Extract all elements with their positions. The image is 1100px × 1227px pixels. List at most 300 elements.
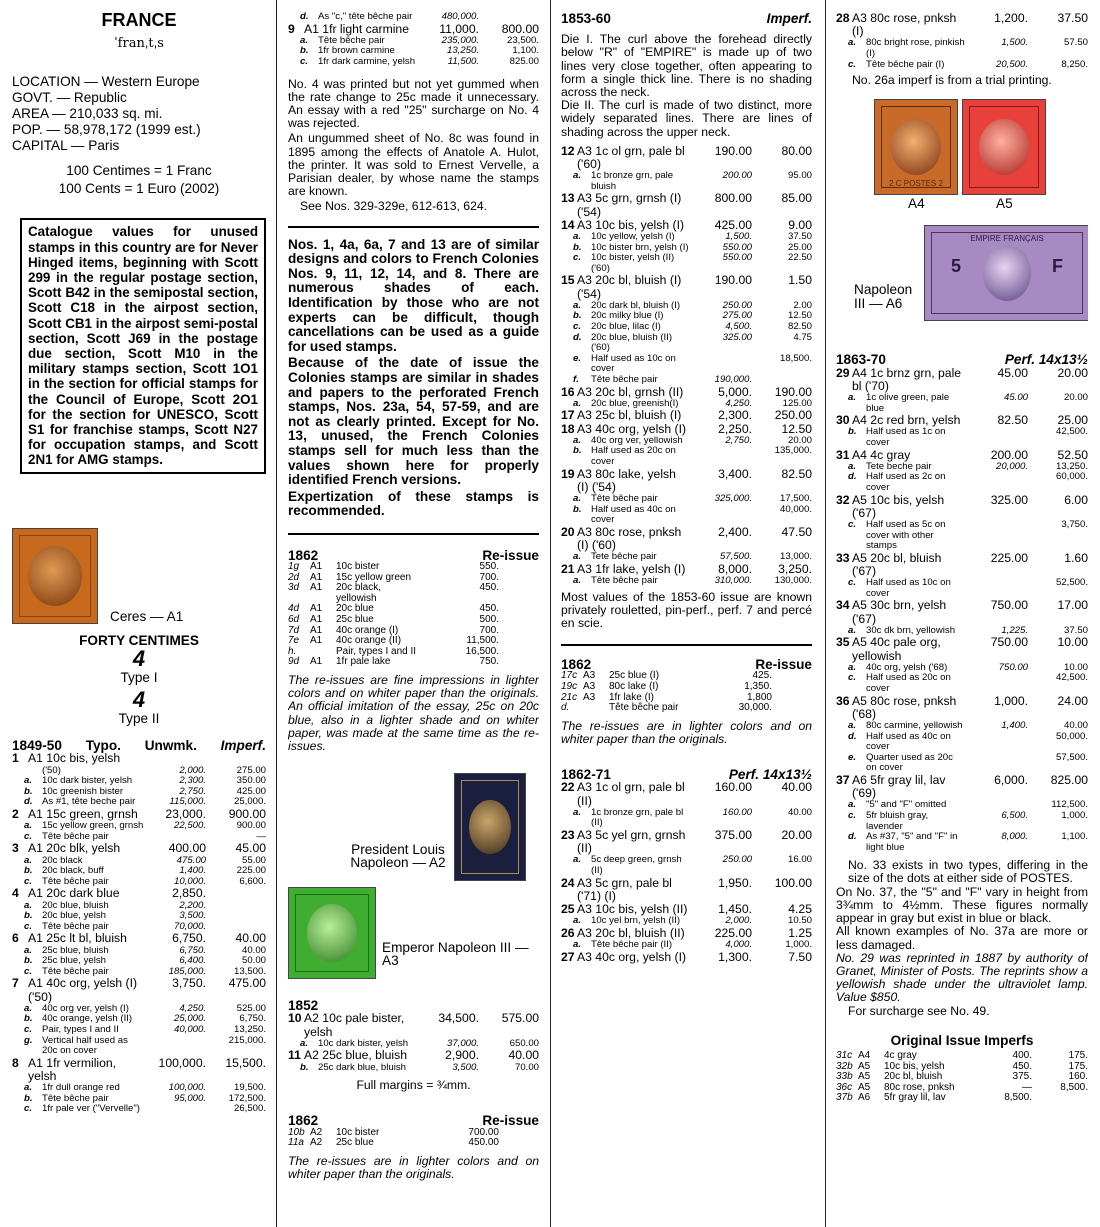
reissue-type: A2 [310,1137,323,1149]
entry-description: 20c blue, lilac (I) [591,321,661,332]
reissue-value: 700.00 [468,1126,499,1138]
entry-description: 20c blue, greenish(I) [591,397,679,409]
type1-figure: 4 [132,645,146,671]
entry-description: A5 40c pale org, yellowish [852,635,941,663]
country-facts [12,74,266,154]
ceres-figure [12,528,266,624]
entry-description: A3 10c bis, yelsh (I) [577,217,685,232]
entry-value-unused: 190,000. [714,373,752,385]
type1-label: Type I [120,669,158,685]
column-divider [825,0,826,1227]
entry-description: As "c," tête bêche pair [318,11,413,22]
reissue-type: A1 [310,624,323,636]
catalogue-entry [836,695,1088,721]
entry-value-unused: 1,500. [725,231,752,243]
entry-number: d. [300,11,309,22]
reissue-type: A1 [310,656,323,668]
imperf-description: 20c bl, bluish [884,1071,943,1083]
entry-number: 12 [561,143,575,158]
entry-value-used: 40.00 [235,931,266,946]
catalogue-entries-1863 [836,367,1088,854]
entry-value-unused: 190.00 [714,143,752,158]
entry-value-unused [690,446,752,467]
entry-description: A2 10c pale bister, yelsh [304,1011,405,1039]
entry-number: 37 [836,772,850,787]
reissue-row [288,583,539,604]
entry-description: A3 1c ol grn, pale bl ('60) [577,143,685,172]
catalogue-entry [836,12,1088,38]
catalogue-entry [561,386,812,399]
imperf-description: 4c gray [884,1049,917,1061]
variety-row [836,732,1088,753]
entry-number: 6 [12,931,19,946]
entry-number: 3 [12,841,19,856]
entry-value-used: 250.00 [774,408,812,423]
reissue-heading [288,1114,539,1127]
entry-description: "5" and "F" omitted [866,799,947,811]
entry-description: A3 80c rose, pnksh (I) [852,11,957,39]
divider-rule [561,644,812,646]
entry-value-used: 25,000. [233,796,266,808]
entry-number: a. [848,37,857,49]
stamp-figures [288,773,539,973]
entry-value-unused: 425.00 [714,217,752,232]
entry-value-unused: 40,000. [173,1023,206,1035]
entry-value-used: 95.00 [787,170,812,182]
reissue-row [288,1128,539,1139]
entry-value-used: 6.00 [1064,492,1088,507]
entry-number: b. [24,865,33,877]
entry-description: Tête bêche pair (I) [866,58,945,70]
entry-value-used: 47.50 [781,524,812,539]
catalogue-entry [12,842,266,855]
entry-value-unused: 200.00 [990,447,1028,462]
reissue-row [561,671,812,682]
entry-description: 1fr dull orange red [42,1082,120,1094]
entry-description: Pair, types I and II [42,1023,119,1035]
entry-value-unused [144,1036,206,1057]
entry-description: A1 1fr light carmine [304,21,409,36]
entry-description: 80c carmine, yellowish [866,719,963,731]
catalogue-entries-continued [836,12,1088,70]
entry-number: b. [573,241,582,253]
section-heading-1853 [561,12,812,25]
catalogue-entry [12,887,266,900]
column-4 [836,0,1088,1227]
entry-value-unused: 750.00 [998,661,1028,673]
entry-value-used: 17,500. [779,492,812,504]
entry-value-unused: 6,500. [1001,809,1028,821]
entry-number: 32 [836,492,850,507]
reissue-description: 15c yellow green [336,571,412,583]
entry-value-used: 16.00 [787,854,812,866]
entry-number: 27 [561,949,575,964]
catalogue-entry [836,552,1088,578]
reissue-type [583,703,609,714]
entry-value-unused: 13,250. [446,45,479,57]
entry-number: 24 [561,875,575,890]
entry-description: A6 5fr gray lil, lav ('69) [852,772,946,801]
entry-value-used: 2.00 [793,299,812,311]
variety-row [836,753,1088,774]
section-year: 1862 [288,547,319,563]
currency-line: 100 Cents = 1 Euro (2002) [58,181,220,197]
imperf-type: A5 [858,1060,871,1072]
reissue-number: 10b [288,1126,305,1138]
catalogue-entry [561,877,812,903]
imperf-number: 32b [836,1060,853,1072]
entry-number: a. [573,854,582,866]
entry-value-unused: 1,000. [994,693,1028,708]
original-imperfs-heading: Original Issue Imperfs [890,1032,1034,1048]
entry-value-unused: 1,200. [994,11,1028,25]
imperf-value-used [1032,1093,1088,1104]
catalogue-entry [12,977,266,1003]
entry-description: As #1, tête beche pair [42,796,136,808]
reissue-description: 25c blue [336,614,374,626]
entry-number: d. [573,331,582,343]
variety-row [561,808,812,829]
reissue-value: 1,350. [744,680,772,692]
catalogue-entry [561,192,812,218]
catalogue-entry [836,774,1088,800]
reissue-description: 40c orange (I) [336,624,399,636]
reissue-value: 450. [479,603,499,615]
reissue-number: h. [288,645,297,657]
a5-caption: A5 [996,196,1013,212]
entry-value-used: 52.50 [1057,447,1088,462]
entry-value-unused [966,472,1028,493]
entry-description: 15c yellow green, grnsh [42,820,144,832]
entry-description: 80c bright rose, pinkish (I) [866,37,965,59]
entry-description: Half used as 40c on cover [866,730,951,753]
entry-value-used: 13,250. [233,1023,266,1035]
entry-number: g. [24,1034,33,1046]
entry-number: 22 [561,780,575,795]
entry-value-unused [966,427,1028,448]
entry-value-unused [690,505,752,526]
entry-value-used: 172,500. [228,1092,266,1104]
entry-value-unused: 115,000. [169,796,206,808]
entry-number: 21 [561,561,575,576]
entry-value-unused: 45.00 [1003,392,1028,403]
entry-description: Vertical half used as 20c on cover [42,1034,128,1057]
entry-value-unused: 325.00 [990,492,1028,507]
entry-value-unused: 2,900. [445,1048,479,1063]
entry-value-used: 40.00 [781,780,812,795]
variety-row [561,940,812,951]
entry-value-used: 425.00 [236,785,266,797]
entry-description: 10c greenish bister [42,785,124,797]
entry-number: 10 [288,1011,302,1026]
entry-value-used: 80.00 [781,143,812,158]
reissue-description: 20c black, yellowish [336,582,382,604]
entry-value-used: 4.75 [793,331,812,343]
reissue-value: 700. [479,571,499,583]
entry-description: Tête bêche pair [591,574,658,586]
variety-row [561,576,812,587]
entry-description: 20c black, buff [42,865,104,877]
catalogue-entries-1862 [561,781,812,963]
entry-number: a. [848,661,857,673]
entry-number: 36 [836,693,850,708]
reissue-row [288,604,539,615]
entry-value-used: 12.50 [781,421,812,436]
variety-row [836,811,1088,832]
reissue-row [561,703,812,714]
entry-number: a. [24,944,33,956]
entry-value-used: 10.00 [1063,661,1088,673]
entry-number: 29 [836,365,850,380]
entry-value-unused: 160.00 [714,780,752,795]
variety-row [561,855,812,876]
type2-label: Type II [118,711,160,727]
entry-description: A3 25c bl, bluish (I) [577,408,682,423]
entry-description: ('50) [42,764,61,776]
imperf-number: 37b [836,1092,853,1104]
entry-value-used: 3,250. [778,561,812,576]
entry-number: a. [24,775,33,787]
entry-value-unused [966,673,1028,694]
entry-number: d. [848,730,857,742]
entry-description: Tete beche pair [866,460,932,472]
entry-number: 25 [561,901,575,916]
catalogue-entries-1849 [12,752,266,1114]
reissue-row [288,573,539,584]
entry-description: A3 80c rose, pnksh (I) ('60) [577,524,682,552]
imperf-number: 31c [836,1049,853,1061]
reissue-description: 20c blue [336,603,374,615]
reissue-row [288,615,539,626]
a6-value-f: F [1052,256,1063,277]
entry-description: Tete bêche pair [591,551,657,563]
a3-caption: Emperor Napoleon III — A3 [382,940,529,969]
entry-number: b. [24,785,33,797]
entry-value-unused: 225.00 [990,550,1028,565]
entry-value-used: 40,000. [779,503,812,515]
entry-number: a. [573,806,582,818]
catalogue-entry [12,932,266,945]
catalogue-entry [288,1049,539,1062]
entry-number: c. [24,920,33,932]
a3-stamp-image [288,887,376,979]
reissue-value: 425. [752,670,772,682]
reissue-row [288,562,539,573]
fact-area: AREA — 210,033 sq. mi. [12,106,163,122]
entry-number: b. [573,503,582,515]
variety-row [288,12,539,23]
entry-number: c. [24,1103,33,1115]
entry-value-unused: 480,000. [441,11,479,22]
entry-value-used: 4.25 [788,901,812,916]
variety-row [561,253,812,274]
entry-value-unused: 4,000. [725,938,752,950]
entry-value-used: 57.50 [1063,37,1088,49]
entry-value-used: 37.50 [1063,624,1088,636]
entry-value-unused: 8,000. [1001,831,1028,843]
entry-description: Half used as 10c on cover [866,577,951,599]
entry-description: Half used as 2c on cover [866,471,946,493]
bold-note: Because of the date of issue the Colonies stamps are similar in shades and papers to the perforated French stamps, Nos. 23a, 54, 57-59, and are not as clearly printed. Except for No. 13, unused, the French Colonies stamps sell for much less than the values shown here for properly identified French versions. [288,355,539,488]
entry-value-used: 215,000. [228,1034,266,1046]
entry-description: 1fr dark carmine, yelsh [318,55,416,67]
entry-value-unused [144,1104,206,1115]
entry-description: Tête bêche pair (II) [591,938,673,950]
entry-number: a. [573,434,582,446]
variety-row [561,505,812,526]
reissue-type: A1 [310,614,323,626]
currency-line: 100 Centimes = 1 Franc [66,163,212,179]
entry-value-used: 8,250. [1061,58,1088,70]
entry-value-unused: 3,500. [452,1061,479,1073]
catalogue-entry [836,367,1088,393]
entry-number: a. [573,231,582,243]
imperf-description: 80c rose, pnksh [884,1081,955,1093]
reissue-row [561,682,812,693]
reissue-row [288,647,539,658]
entry-number: c. [24,1023,33,1035]
entry-number: 15 [561,273,575,288]
entry-value-unused: 1,400. [1001,719,1028,731]
entry-description: A4 4c gray [852,447,911,462]
original-imperfs-list [836,1051,1088,1104]
entry-number: a. [848,460,857,472]
variety-row [561,171,812,192]
entry-number: a. [573,574,582,586]
catalogue-entry [12,752,266,765]
section-year: 1849-50 [12,738,62,754]
entry-value-used [206,887,266,900]
note-paragraph: No. 26a imperf is from a trial printing. [852,73,1052,88]
entry-number: a. [300,34,309,46]
entry-value-used: 3,750. [1061,518,1088,530]
variety-row [836,427,1088,448]
entry-number: b. [24,1092,33,1104]
note-paragraph: Most values of the 1853-60 issue are known privately rouletted, pin-perf., perf. 7 and percé en scie. [561,589,812,630]
entry-value-used: 6,600. [239,875,266,887]
entry-description: 20c blue, bluish [42,899,109,911]
entry-value-unused: 750.00 [990,635,1028,650]
entry-description: A3 20c bl, bluish (II) [577,925,685,940]
imperf-number: 33b [836,1071,853,1083]
entry-description: A1 1fr vermilion, yelsh [28,1055,117,1083]
reissue-number: 7d [288,624,300,636]
entry-value-unused: 1,225. [1001,624,1028,636]
entry-description: 10c bister, yelsh (II) ('60) [591,252,675,274]
a5-stamp-image [962,99,1046,195]
entry-number: b. [573,310,582,322]
reissue-type: A1 [310,582,323,594]
entry-description: Quarter used as 20c on cover [866,751,953,774]
entry-number: 4 [12,886,19,901]
entry-value-used: 55.00 [241,854,266,866]
variety-row [561,333,812,354]
entry-description: 30c dk brn, yellowish [866,624,956,636]
entry-number: c. [573,252,582,264]
entry-value-used: 275.00 [236,764,266,776]
entry-value-used: 24.00 [1057,693,1088,708]
entry-value-unused: 4,250. [725,397,752,409]
entry-value-unused: 8,000. [718,561,752,576]
entry-value-used: 50.00 [241,955,266,967]
entry-value-used: 37.50 [787,231,812,243]
a6-value-5: 5 [951,256,962,277]
entry-number: e. [573,352,582,364]
a6-caption: Napoleon III — A6 [854,282,913,312]
entry-value-used: 57,500. [1055,751,1088,763]
section-year: 1862 [561,657,592,673]
section-year: 1862-71 [561,767,611,783]
entry-number: d. [848,471,857,483]
reissue-heading [288,549,539,562]
entry-description: 1fr pale ver ("Vervelle") [42,1103,140,1115]
entry-value-used: 42,500. [1055,672,1088,684]
entry-number: b. [300,45,309,57]
entry-number: 11 [288,1048,301,1063]
a6-stamp-image [924,225,1088,321]
catalogue-entry [561,409,812,422]
variety-row [288,1063,539,1074]
entry-number: c. [848,577,857,589]
variety-row [561,494,812,505]
catalogue-entry [561,274,812,300]
entry-description: 20c black [42,854,83,866]
entry-value-used: 20.00 [1057,365,1088,380]
entry-value-used: 900.00 [236,820,266,832]
entry-description: 10c yellow, yelsh (I) [591,231,675,243]
entry-number: c. [848,809,857,821]
reissue-description: 1fr lake (I) [609,691,655,703]
entry-value-used: 26,500. [233,1103,266,1115]
variety-row [12,1036,266,1057]
forty-centimes-heading: FORTY CENTIMES [79,632,199,648]
imperf-value-unused: — [1022,1081,1032,1093]
entry-value-used: 40.00 [241,944,266,956]
reissue-heading [561,658,812,671]
entry-number: c. [848,672,857,684]
reissue-value: 16,500. [465,645,499,657]
entry-description: As #37, "5" and "F" in light blue [866,831,958,853]
entry-number: c. [573,321,582,332]
entry-value-unused: 100,000. [168,1082,206,1094]
entry-value-unused [690,354,752,375]
entry-number: a. [573,551,582,563]
entry-number: a. [24,899,33,911]
entry-value-used: 10.50 [787,915,812,927]
die-note: Die II. The curl is made of two distinct, more widely separated lines. There are lines of shading across the upper neck. [561,98,812,139]
die-note: Die I. The curl above the forehead directly below "R" of "EMPIRE" is made up of two lines very close together, often appearing to form a single thick line. There is no shading across the neck. [561,32,812,100]
entry-value-used: — [256,830,266,842]
entry-number: 1 [12,751,19,766]
reissue-value: 11,500. [466,635,499,647]
entry-description: 1fr brown carmine [318,45,395,57]
entry-value-unused: 1,400. [179,865,206,877]
entry-number: 17 [561,408,575,423]
section-label: Re-issue [482,1113,539,1129]
catalogue-entry [836,449,1088,462]
catalogue-entry [561,145,812,171]
entry-value-used: 1,000. [1061,809,1088,821]
type2-figure: 4 [132,687,146,713]
entry-value-unused: 10,000. [173,875,206,887]
entry-description: Half used as 20c on cover [591,445,676,467]
entry-description: Tête bêche pair [591,492,658,504]
entry-value-used: 1,000. [785,938,812,950]
reissue-description: 10c bister [336,1126,380,1138]
reissue-note: The re-issues are in lighter colors and on whiter paper than the originals. [288,1153,539,1182]
imperf-row [836,1072,1088,1083]
entry-value-used: 825.00 [509,55,539,67]
